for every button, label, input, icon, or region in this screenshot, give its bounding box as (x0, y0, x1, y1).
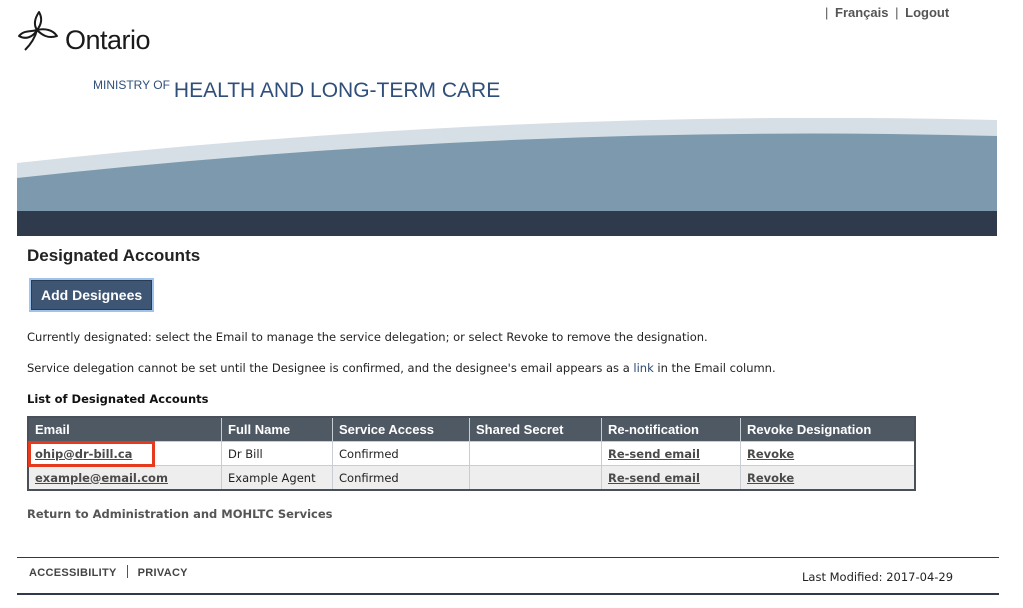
renotification-cell (602, 442, 741, 466)
full-name-cell: Dr Bill (222, 442, 333, 466)
revoke-cell (741, 466, 916, 491)
delegation-note-link-word: link (633, 361, 654, 375)
table-row (28, 466, 915, 491)
instructions-text: Currently designated: select the Email to manage the service delegation; or select Revoke to remove the designation. (27, 330, 708, 344)
revoke-link[interactable]: Revoke (747, 470, 795, 485)
footer-divider (17, 557, 999, 558)
shared-secret-cell (470, 466, 602, 491)
table-row (28, 442, 915, 466)
footer-bottom-rule (17, 593, 999, 595)
trillium-icon (17, 8, 67, 54)
list-title: List of Designated Accounts (27, 392, 209, 406)
language-logout-bar (822, 5, 949, 20)
resend-email-link[interactable]: Re-send email (608, 470, 700, 485)
email-link[interactable]: ohip@dr-bill.ca (35, 446, 133, 461)
email-cell (28, 466, 222, 491)
full-name-cell: Example Agent (222, 466, 333, 491)
column-header-shared-secret: Shared Secret (470, 417, 602, 442)
delegation-note-text-end: in the Email column. (653, 361, 776, 375)
ministry-prefix: MINISTRY OF (93, 78, 170, 92)
return-link[interactable]: Return to Administration and MOHLTC Services (27, 507, 333, 521)
header-banner (17, 118, 997, 236)
footer-links (29, 565, 188, 579)
column-header-revoke: Revoke Designation (741, 417, 916, 442)
column-header-email: Email (28, 417, 222, 442)
table-header-row (28, 417, 915, 442)
privacy-link[interactable]: PRIVACY (137, 567, 188, 579)
column-header-renotification: Re-notification (602, 417, 741, 442)
ministry-name: HEALTH AND LONG-TERM CARE (173, 79, 501, 102)
logout-link[interactable]: Logout (905, 5, 950, 20)
email-cell (28, 442, 222, 466)
column-header-service-access: Service Access (333, 417, 470, 442)
accessibility-link[interactable]: ACCESSIBILITY (29, 567, 117, 579)
main-content (27, 246, 987, 521)
service-access-cell: Confirmed (333, 466, 470, 491)
page-title: Designated Accounts (27, 246, 201, 265)
logo-text: Ontario (65, 25, 151, 55)
designated-accounts-table (27, 416, 916, 491)
delegation-note (27, 361, 776, 375)
revoke-link[interactable]: Revoke (747, 446, 795, 461)
footer-separator (127, 565, 128, 578)
add-designees-button[interactable]: Add Designees (31, 280, 152, 310)
renotification-cell (602, 466, 741, 491)
separator: | (895, 5, 899, 20)
ministry-title (93, 78, 500, 103)
separator: | (825, 5, 829, 20)
email-link[interactable]: example@email.com (35, 470, 168, 485)
last-modified: Last Modified: 2017-04-29 (802, 570, 954, 584)
ontario-logo[interactable] (17, 8, 167, 58)
revoke-cell (741, 442, 916, 466)
column-header-full-name: Full Name (222, 417, 333, 442)
francais-link[interactable]: Français (835, 5, 889, 20)
shared-secret-cell (470, 442, 602, 466)
resend-email-link[interactable]: Re-send email (608, 446, 700, 461)
delegation-note-text: Service delegation cannot be set until the Designee is confirmed, and the designee's email appears as a (27, 361, 634, 375)
service-access-cell: Confirmed (333, 442, 470, 466)
